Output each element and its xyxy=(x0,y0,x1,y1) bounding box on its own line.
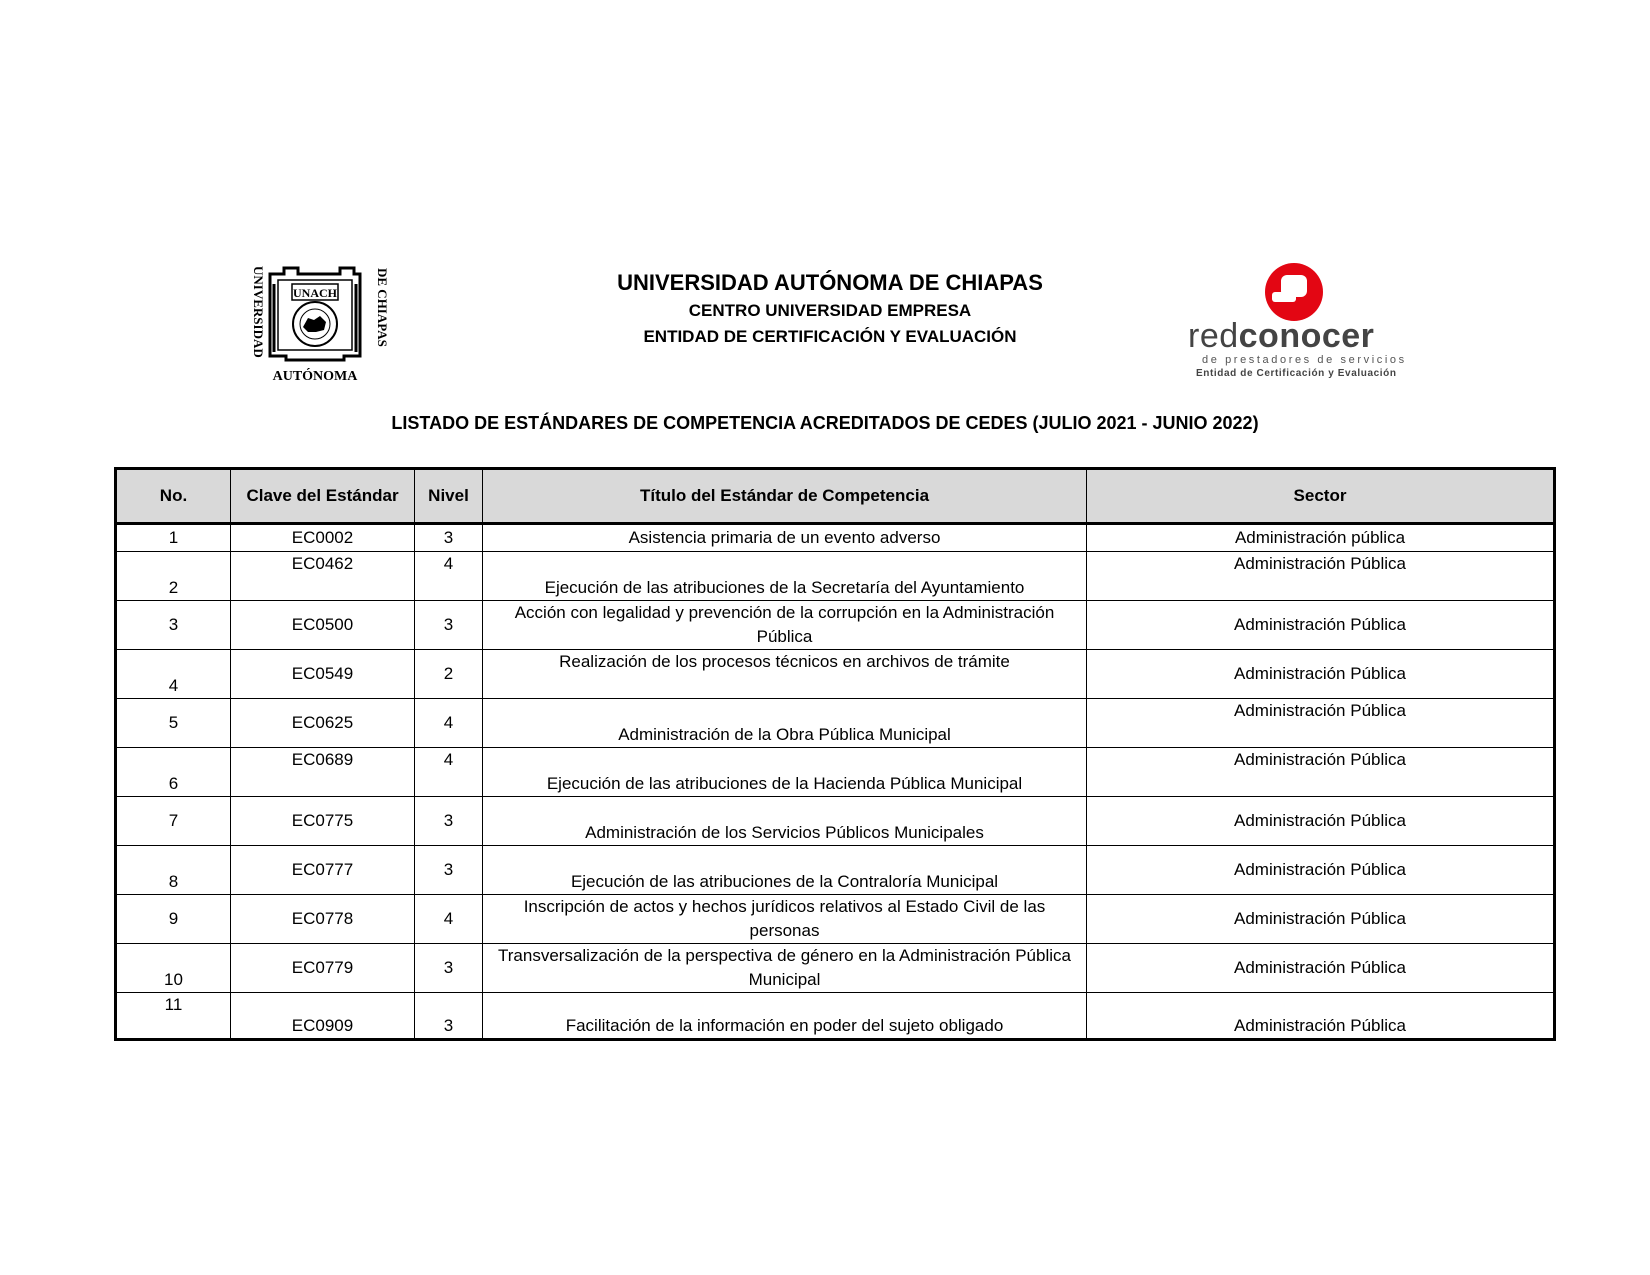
cell-clave: EC0689 xyxy=(231,748,415,797)
table-row xyxy=(116,699,1555,748)
redconocer-word-red: red xyxy=(1188,317,1239,355)
table-row xyxy=(116,944,1555,993)
cell-nivel: 4 xyxy=(415,748,483,797)
cell-clave: EC0002 xyxy=(231,524,415,552)
cell-titulo: Acción con legalidad y prevención de la corrupción en la Administración Pública xyxy=(483,601,1087,650)
cell-no: 6 xyxy=(116,748,231,797)
cell-sector: Administración Pública xyxy=(1087,993,1555,1040)
cell-nivel: 3 xyxy=(415,601,483,650)
column-header-sector: Sector xyxy=(1087,469,1555,524)
unach-shield-text: UNACH xyxy=(293,286,337,300)
unach-logo-bottom-text: AUTÓNOMA xyxy=(272,369,358,384)
redconocer-logo xyxy=(1188,262,1418,382)
cell-no: 2 xyxy=(116,552,231,601)
redconocer-circle-icon xyxy=(1188,262,1418,322)
list-title: LISTADO DE ESTÁNDARES DE COMPETENCIA ACREDITADOS DE CEDES (JULIO 2021 - JUNIO 2022) xyxy=(391,413,1259,433)
cell-titulo: Transversalización de la perspectiva de género en la Administración Pública Municipal xyxy=(483,944,1087,993)
cell-no: 7 xyxy=(116,797,231,846)
cell-clave: EC0909 xyxy=(231,993,415,1040)
redconocer-wordmark xyxy=(1188,318,1374,354)
cell-sector: Administración Pública xyxy=(1087,944,1555,993)
cell-no: 3 xyxy=(116,601,231,650)
redconocer-tagline: de prestadores de servicios xyxy=(1202,354,1407,366)
cell-sector: Administración pública xyxy=(1087,524,1555,552)
column-header-clave: Clave del Estándar xyxy=(231,469,415,524)
cell-clave: EC0775 xyxy=(231,797,415,846)
cell-nivel: 3 xyxy=(415,797,483,846)
unach-logo xyxy=(248,264,396,384)
cell-sector: Administración Pública xyxy=(1087,552,1555,601)
table-header-row xyxy=(116,469,1555,524)
cell-titulo: Realización de los procesos técnicos en archivos de trámite xyxy=(483,650,1087,699)
cell-clave: EC0549 xyxy=(231,650,415,699)
cell-clave: EC0500 xyxy=(231,601,415,650)
cell-no: 8 xyxy=(116,846,231,895)
cell-no: 11 xyxy=(116,993,231,1040)
table-row xyxy=(116,552,1555,601)
cell-sector: Administración Pública xyxy=(1087,895,1555,944)
cell-nivel: 4 xyxy=(415,699,483,748)
cell-titulo: Administración de la Obra Pública Municipal xyxy=(483,699,1087,748)
cell-no: 4 xyxy=(116,650,231,699)
cell-titulo: Inscripción de actos y hechos jurídicos relativos al Estado Civil de las personas xyxy=(483,895,1087,944)
cell-clave: EC0777 xyxy=(231,846,415,895)
cell-clave: EC0625 xyxy=(231,699,415,748)
table-row xyxy=(116,846,1555,895)
cell-titulo: Administración de los Servicios Públicos Municipales xyxy=(483,797,1087,846)
column-header-titulo: Título del Estándar de Competencia xyxy=(483,469,1087,524)
cell-titulo: Ejecución de las atribuciones de la Secretaría del Ayuntamiento xyxy=(483,552,1087,601)
cell-sector: Administración Pública xyxy=(1087,601,1555,650)
redconocer-word-conocer: conocer xyxy=(1238,317,1375,355)
cell-no: 10 xyxy=(116,944,231,993)
cell-titulo: Ejecución de las atribuciones de la Hacienda Pública Municipal xyxy=(483,748,1087,797)
column-header-nivel: Nivel xyxy=(415,469,483,524)
table-row xyxy=(116,650,1555,699)
table-row xyxy=(116,601,1555,650)
column-header-no: No. xyxy=(116,469,231,524)
cell-sector: Administración Pública xyxy=(1087,650,1555,699)
cell-sector: Administración Pública xyxy=(1087,846,1555,895)
cell-nivel: 3 xyxy=(415,993,483,1040)
unach-seal-icon xyxy=(248,264,396,384)
unach-logo-left-text: UNIVERSIDAD xyxy=(251,266,266,358)
table-row xyxy=(116,993,1555,1040)
redconocer-subtitle: Entidad de Certificación y Evaluación xyxy=(1196,368,1397,379)
table-row xyxy=(116,895,1555,944)
cell-no: 1 xyxy=(116,524,231,552)
cell-titulo: Facilitación de la información en poder del sujeto obligado xyxy=(483,993,1087,1040)
cell-titulo: Asistencia primaria de un evento adverso xyxy=(483,524,1087,552)
cell-nivel: 4 xyxy=(415,552,483,601)
cell-sector: Administración Pública xyxy=(1087,748,1555,797)
cell-nivel: 2 xyxy=(415,650,483,699)
cell-titulo: Ejecución de las atribuciones de la Contraloría Municipal xyxy=(483,846,1087,895)
standards-table xyxy=(114,467,1556,1041)
cell-clave: EC0778 xyxy=(231,895,415,944)
university-name: UNIVERSIDAD AUTÓNOMA DE CHIAPAS xyxy=(617,270,1043,295)
table-row xyxy=(116,524,1555,552)
table-row xyxy=(116,797,1555,846)
cell-sector: Administración Pública xyxy=(1087,699,1555,748)
entity-name: ENTIDAD DE CERTIFICACIÓN Y EVALUACIÓN xyxy=(643,327,1017,346)
document-header xyxy=(560,268,1100,350)
cell-clave: EC0779 xyxy=(231,944,415,993)
cell-nivel: 4 xyxy=(415,895,483,944)
cell-clave: EC0462 xyxy=(231,552,415,601)
unach-logo-right-text: DE CHIAPAS xyxy=(375,268,390,347)
cell-nivel: 3 xyxy=(415,944,483,993)
center-name: CENTRO UNIVERSIDAD EMPRESA xyxy=(688,301,972,320)
table-row xyxy=(116,748,1555,797)
cell-no: 5 xyxy=(116,699,231,748)
cell-no: 9 xyxy=(116,895,231,944)
cell-nivel: 3 xyxy=(415,846,483,895)
cell-sector: Administración Pública xyxy=(1087,797,1555,846)
cell-nivel: 3 xyxy=(415,524,483,552)
